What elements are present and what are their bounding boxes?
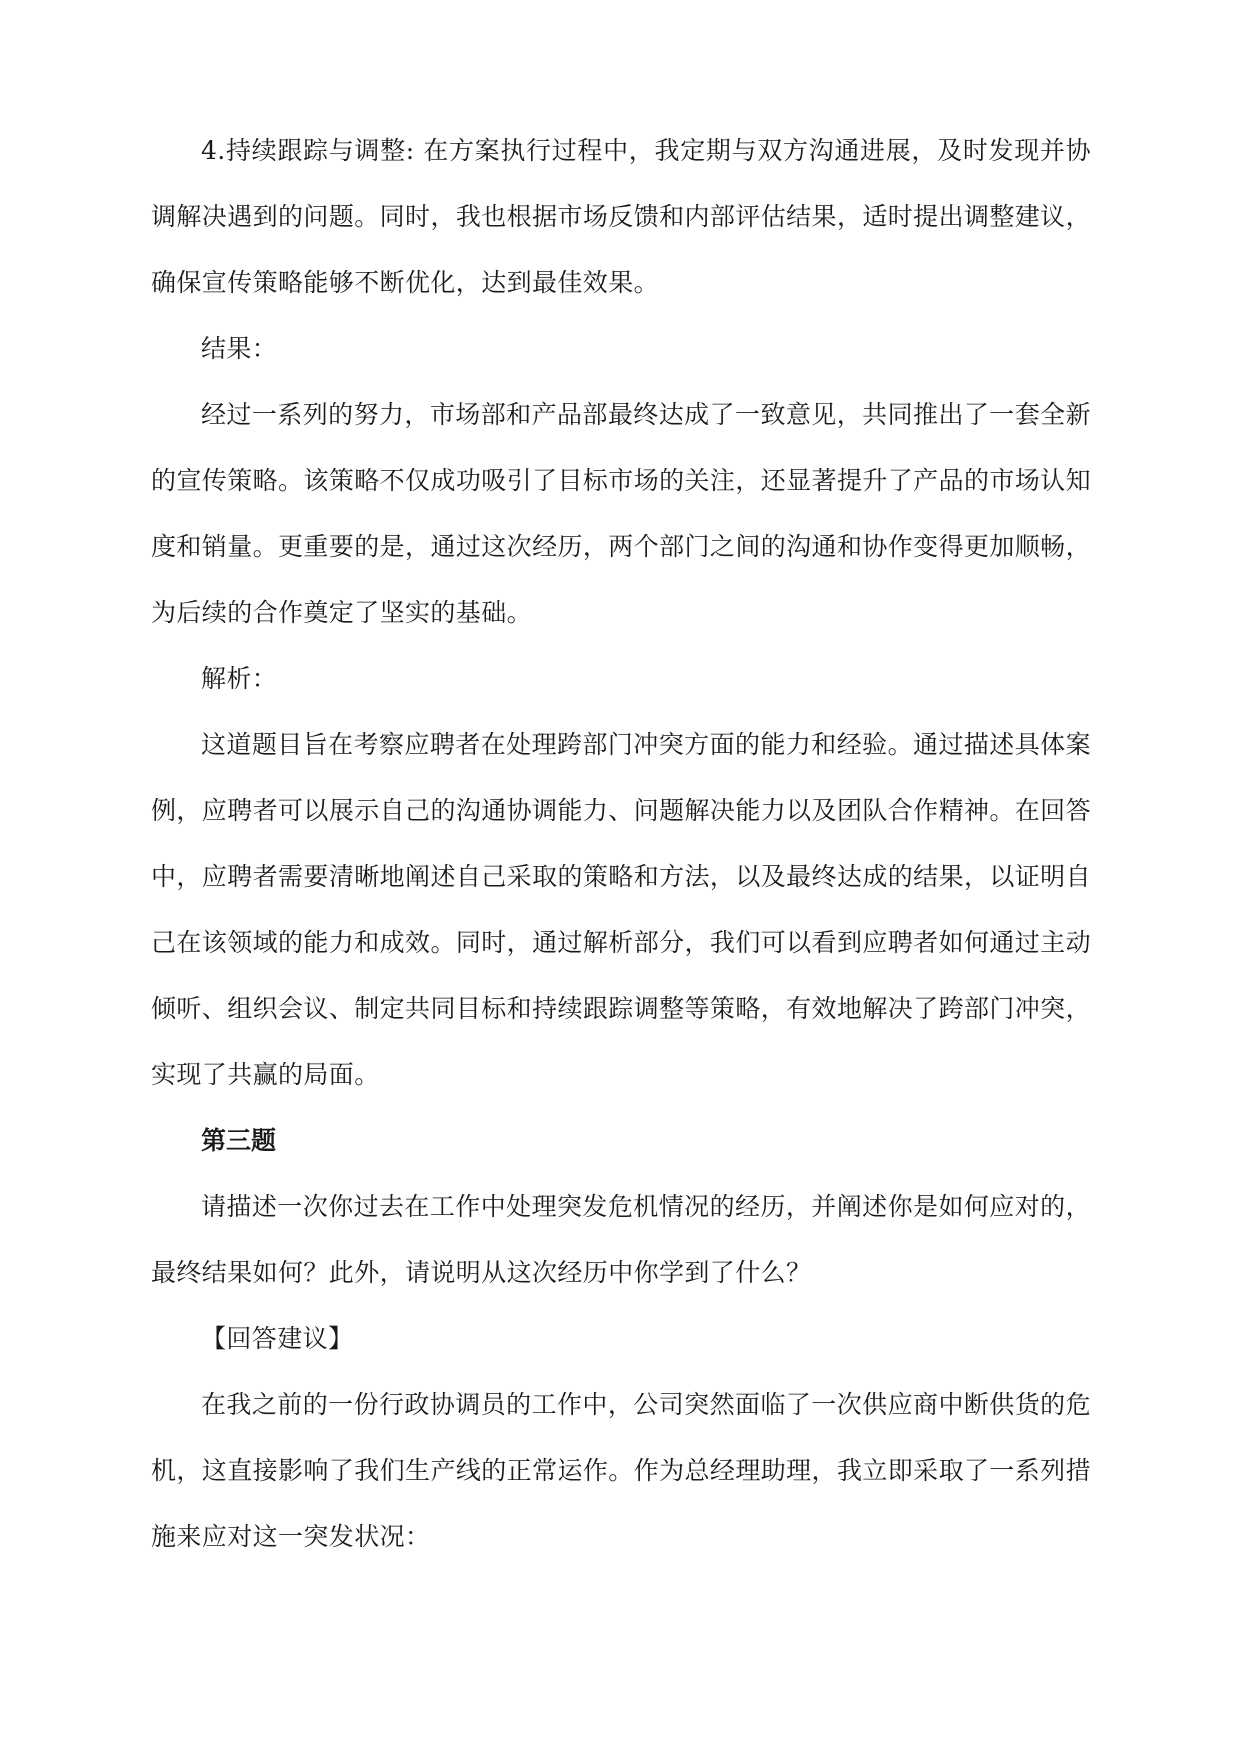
paragraph-tracking-adjustment: 4.持续跟踪与调整: 在方案执行过程中，我定期与双方沟通进展，及时发现并协调解决遇到的问题。同时，我也根据市场反馈和内部评估结果，适时提出调整建议，确保宣传策略能够不断优化，达到最佳效果。 — [151, 136, 1091, 297]
analysis-label: 解析： — [201, 664, 278, 693]
result-label: 结果： — [201, 334, 278, 363]
paragraph-question: 请描述一次你过去在工作中处理突发危机情况的经历，并阐述你是如何应对的，最终结果如何？此外，请说明从这次经历中你学到了什么？ — [151, 1192, 1091, 1287]
paragraph-result: 经过一系列的努力，市场部和产品部最终达成了一致意见，共同推出了一套全新的宣传策略。该策略不仅成功吸引了目标市场的关注，还显著提升了产品的市场认知度和销量。更重要的是，通过这次经历，两个部门之间的沟通和协作变得更加顺畅，为后续的合作奠定了坚实的基础。 — [151, 400, 1091, 627]
answer-advice-label: 【回答建议】 — [201, 1324, 354, 1353]
paragraph-answer: 在我之前的一份行政协调员的工作中，公司突然面临了一次供应商中断供货的危机，这直接影响了我们生产线的正常运作。作为总经理助理，我立即采取了一系列措施来应对这一突发状况： — [151, 1390, 1091, 1551]
section-heading: 第三题 — [201, 1126, 277, 1155]
paragraph-analysis: 这道题目旨在考察应聘者在处理跨部门冲突方面的能力和经验。通过描述具体案例，应聘者可以展示自己的沟通协调能力、问题解决能力以及团队合作精神。在回答中，应聘者需要清晰地阐述自己采取的策略和方法，以及最终达成的结果，以证明自己在该领域的能力和成效。同时，通过解析部分，我们可以看到应聘者如何通过主动倾听、组织会议、制定共同目标和持续跟踪调整等策略，有效地解决了跨部门冲突，实现了共赢的局面。 — [151, 730, 1091, 1089]
